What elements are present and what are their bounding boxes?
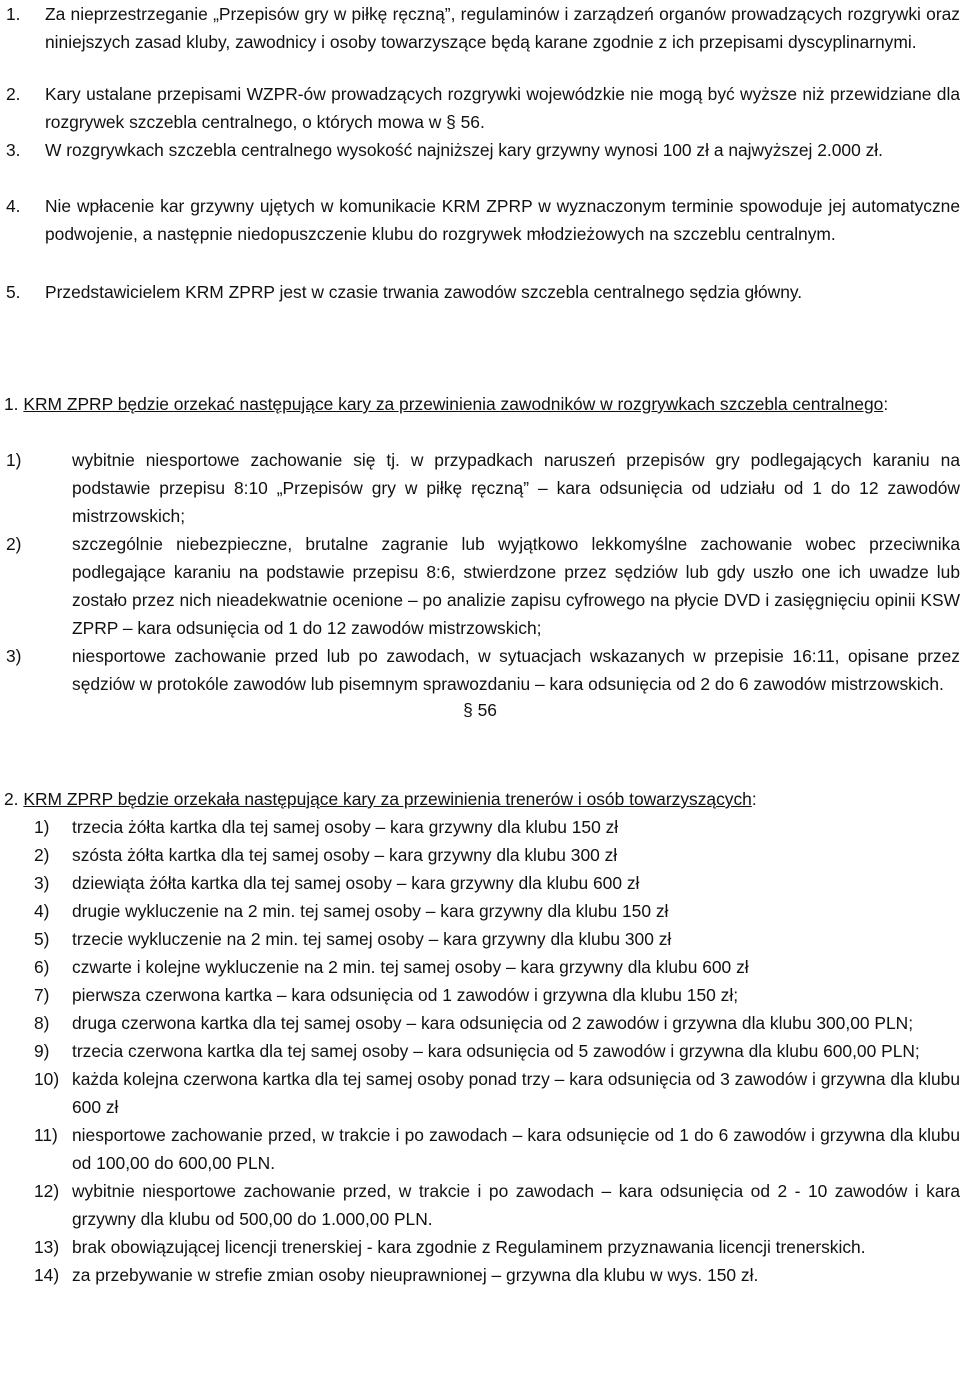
list-item-number: 1) <box>34 817 50 837</box>
intro-paragraph-3 <box>0 136 960 164</box>
list-item-text: szczególnie niebezpieczne, brutalne zagranie lub wyjątkowo lekkomyślne zachowanie wobec przeciwnika podlegające karaniu na podstawie przepisu 8:6, stwierdzone przez sędziów lub gdy uszło one ich uwadze lub zostało przez nich nieadekwatnie ocenione – po analizie zapisu cyfrowego na płycie DVD i zasięgnięciu opinii KSW ZPRP – kara odsunięcia od 1 do 12 zawodów mistrzowskich; <box>72 534 960 638</box>
section2-heading <box>4 785 960 813</box>
list-item-number: 12) <box>34 1181 60 1201</box>
list-item-text: dziewiąta żółta kartka dla tej samej osoby – kara grzywny dla klubu 600 zł <box>72 873 640 893</box>
section1-list <box>0 446 960 698</box>
list-item-text: każda kolejna czerwona kartka dla tej samej osoby ponad trzy – kara odsunięcia od 3 zawodów i grzywna dla klubu 600 zł <box>72 1069 960 1117</box>
list-item <box>0 981 960 1009</box>
paragraph-number: 1. <box>6 4 21 24</box>
list-item-number: 2) <box>6 534 22 554</box>
list-item-text: trzecia żółta kartka dla tej samej osoby – kara grzywny dla klubu 150 zł <box>72 817 619 837</box>
section2-heading-text: KRM ZPRP będzie orzekała następujące kary za przewinienia trenerów i osób towarzyszących <box>23 789 752 809</box>
list-item-text: drugie wykluczenie na 2 min. tej samej osoby – kara grzywny dla klubu 150 zł <box>72 901 669 921</box>
section2-colon: : <box>751 789 757 809</box>
paragraph-text: Kary ustalane przepisami WZPR-ów prowadzących rozgrywki wojewódzkie nie mogą być wyższe niż przewidziane dla rozgrywek szczebla centralnego, o których mowa w § 56. <box>45 84 960 132</box>
paragraph-text: Przedstawicielem KRM ZPRP jest w czasie trwania zawodów szczebla centralnego sędzia główny. <box>45 282 803 302</box>
paragraph-text: W rozgrywkach szczebla centralnego wysokość najniższej kary grzywny wynosi 100 zł a najwyższej 2.000 zł. <box>45 140 883 160</box>
list-item-text: trzecie wykluczenie na 2 min. tej samej osoby – kara grzywny dla klubu 300 zł <box>72 929 672 949</box>
list-item-number: 6) <box>34 957 50 977</box>
list-item <box>0 897 960 925</box>
paragraph-number: 2. <box>6 84 21 104</box>
list-item-text: trzecia czerwona kartka dla tej samej osoby – kara odsunięcia od 5 zawodów i grzywna dla klubu 600,00 PLN; <box>72 1041 920 1061</box>
section2-list <box>0 813 960 1289</box>
paragraph-number: 4. <box>6 196 21 216</box>
list-item-text: niesportowe zachowanie przed lub po zawodach, w sytuacjach wskazanych w przepisie 16:11, opisane przez sędziów w protokóle zawodów lub pisemnym sprawozdaniu – kara odsunięcia od 2 do 6 zawodów mistrzowskich. <box>72 646 960 694</box>
intro-paragraph-2 <box>0 80 960 136</box>
list-item-text: czwarte i kolejne wykluczenie na 2 min. tej samej osoby – kara grzywny dla klubu 600 zł <box>72 957 749 977</box>
section2-number: 2. <box>4 789 19 809</box>
list-item <box>0 642 960 698</box>
paragraph-number: 3. <box>6 140 21 160</box>
paragraph-text: Za nieprzestrzeganie „Przepisów gry w piłkę ręczną”, regulaminów i zarządzeń organów prowadzących rozgrywki oraz niniejszych zasad kluby, zawodnicy i osoby towarzyszące będą karane zgodnie z ich przepisami dyscyplinarnymi. <box>45 4 960 52</box>
list-item <box>0 446 960 530</box>
intro-paragraph-4 <box>0 192 960 248</box>
list-item <box>0 1009 960 1037</box>
list-item <box>0 1233 960 1261</box>
list-item-number: 8) <box>34 1013 50 1033</box>
list-item-text: wybitnie niesportowe zachowanie się tj. w przypadkach naruszeń przepisów gry podlegających karaniu na podstawie przepisu 8:10 „Przepisów gry w piłkę ręczną” – kara odsunięcia od udziału od 1 do 12 zawodów mistrzowskich; <box>72 450 960 526</box>
list-item-text: wybitnie niesportowe zachowanie przed, w trakcie i po zawodach – kara odsunięcia od 2 - 10 zawodów i kara grzywny dla klubu od 500,00 do 1.000,00 PLN. <box>72 1181 960 1229</box>
list-item-number: 3) <box>34 873 50 893</box>
list-item <box>0 1037 960 1065</box>
section-symbol: § 56 <box>463 700 497 720</box>
paragraph-text: Nie wpłacenie kar grzywny ujętych w komunikacie KRM ZPRP w wyznaczonym terminie spowoduje jej automatyczne podwojenie, a następnie niedopuszczenie klubu do rozgrywek młodzieżowych na szczeblu centralnym. <box>45 196 960 244</box>
list-item-number: 13) <box>34 1237 60 1257</box>
list-item <box>0 1065 960 1121</box>
list-item <box>0 953 960 981</box>
list-item-number: 7) <box>34 985 50 1005</box>
list-item-text: szósta żółta kartka dla tej samej osoby – kara grzywny dla klubu 300 zł <box>72 845 618 865</box>
list-item <box>0 925 960 953</box>
list-item-number: 1) <box>6 450 22 470</box>
list-item <box>0 1177 960 1233</box>
section1-colon: : <box>883 394 889 414</box>
list-item-number: 9) <box>34 1041 50 1061</box>
list-item-number: 3) <box>6 646 22 666</box>
intro-paragraph-5 <box>0 278 960 306</box>
paragraph-number: 5. <box>6 282 21 302</box>
list-item <box>0 1261 960 1289</box>
intro-paragraph-1 <box>0 0 960 56</box>
section1-number: 1. <box>4 394 19 414</box>
list-item <box>0 1121 960 1177</box>
section1-heading-text: KRM ZPRP będzie orzekać następujące kary za przewinienia zawodników w rozgrywkach szczebla centralnego <box>23 394 884 414</box>
list-item-number: 14) <box>34 1265 60 1285</box>
list-item <box>0 813 960 841</box>
list-item-text: pierwsza czerwona kartka – kara odsunięcia od 1 zawodów i grzywna dla klubu 150 zł; <box>72 985 739 1005</box>
list-item <box>0 869 960 897</box>
list-item-text: niesportowe zachowanie przed, w trakcie i po zawodach – kara odsunięcie od 1 do 6 zawodów i grzywna dla klubu od 100,00 do 600,00 PLN. <box>72 1125 960 1173</box>
list-item-number: 10) <box>34 1069 60 1089</box>
list-item <box>0 530 960 642</box>
list-item <box>0 841 960 869</box>
list-item-text: za przebywanie w strefie zmian osoby nieuprawnionej – grzywna dla klubu w wys. 150 zł. <box>72 1265 759 1285</box>
list-item-number: 2) <box>34 845 50 865</box>
list-item-number: 5) <box>34 929 50 949</box>
list-item-number: 11) <box>34 1125 58 1145</box>
list-item-text: brak obowiązującej licencji trenerskiej - kara zgodnie z Regulaminem przyznawania licencji trenerskich. <box>72 1237 866 1257</box>
list-item-number: 4) <box>34 901 50 921</box>
section1-heading <box>4 390 960 418</box>
list-item-text: druga czerwona kartka dla tej samej osoby – kara odsunięcia od 2 zawodów i grzywna dla klubu 300,00 PLN; <box>72 1013 914 1033</box>
